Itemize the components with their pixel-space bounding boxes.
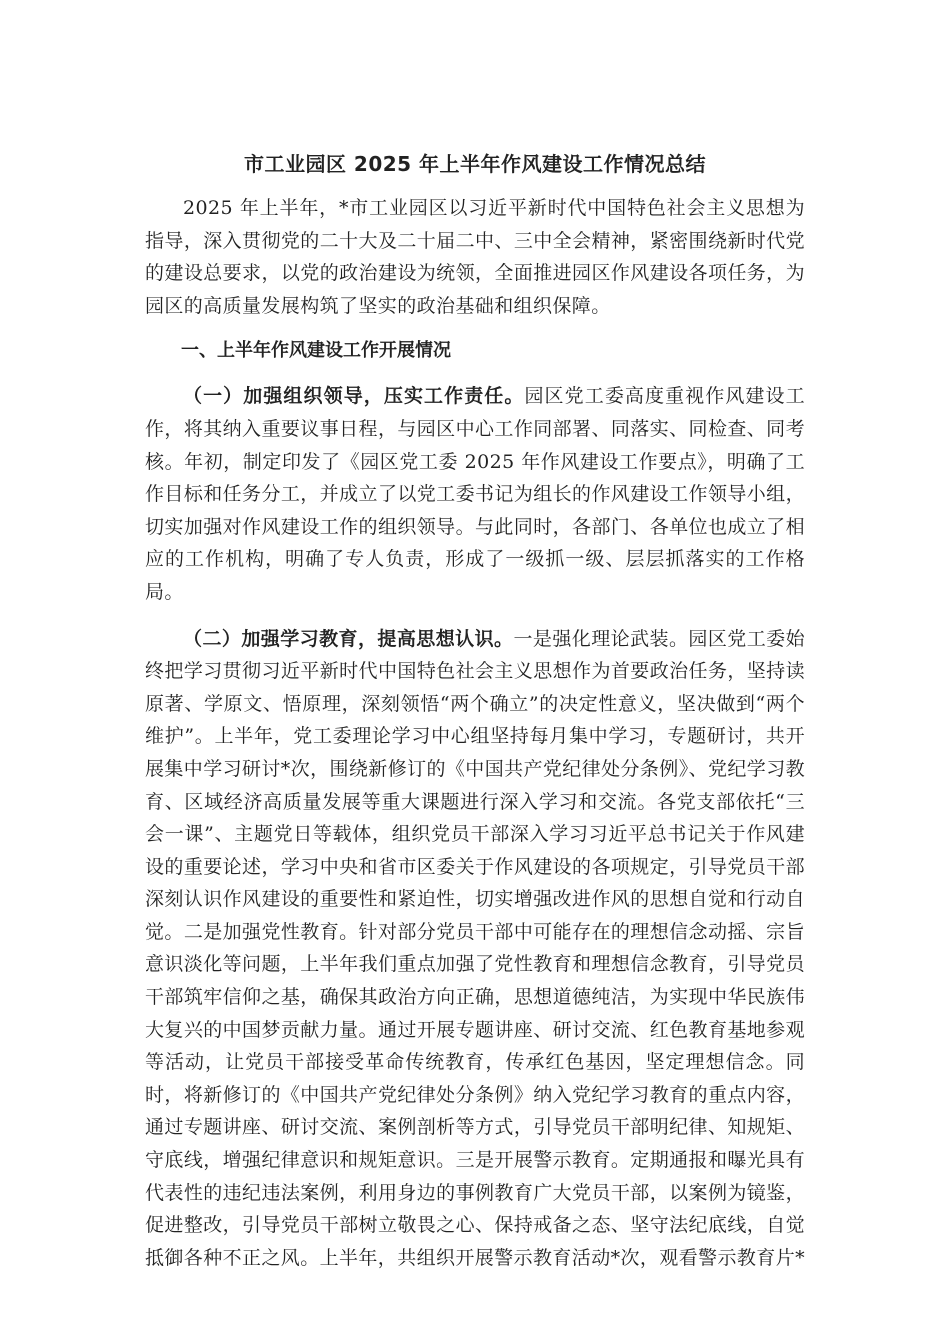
intro-paragraph: 2025 年上半年，*市工业园区以习近平新时代中国特色社会主义思想为指导，深入贯彻党的二十大及二十届二中、三中全会精神，紧密围绕新时代党的建设总要求，以党的政治建设为统领，全面推进园区作风建设各项任务，为园区的高质量发展构筑了坚实的政治基础和组织保障。 bbox=[145, 197, 805, 317]
document-title: 市工业园区 2025 年上半年作风建设工作情况总结 bbox=[243, 152, 707, 176]
item-1-body: 园区党工委高度重视作风建设工作，将其纳入重要议事日程，与园区中心工作同部署、同落实、同检查、同考核。年初，制定印发了《园区党工委 2025 年作风建设工作要点》，明确了工作目标和任务分工，并成立了以党工委书记为组长的作风建设工作领导小组，切实加强对作风建设工作的组织领导。与此同时，各部门、各单位也成立了相应的工作机构，明确了专人负责，形成了一级抓一级、层层抓落实的工作格局。 bbox=[145, 385, 805, 603]
item-2-lead: （二）加强学习教育，提高思想认识。 bbox=[183, 627, 514, 650]
item-2-body: 一是强化理论武装。园区党工委始终把学习贯彻习近平新时代中国特色社会主义思想作为首要政治任务，坚持读原著、学原文、悟原理，深刻领悟“两个确立”的决定性意义，坚决做到“两个维护”。上半年，党工委理论学习中心组坚持每月集中学习，专题研讨，共开展集中学习研讨*次，围绕新修订的《中国共产党纪律处分条例》、党纪学习教育、区域经济高质量发展等重大课题进行深入学习和交流。各党支部依托“三会一课”、主题党日等载体，组织党员干部深入学习习近平总书记关于作风建设的重要论述，学习中央和省市区委关于作风建设的各项规定，引导党员干部深刻认识作风建设的重要性和紧迫性，切实增强改进作风的思想自觉和行动自觉。二是加强党性教育。针对部分党员干部中可能存在的理想信念动摇、宗旨意识淡化等问题，上半年我们重点加强了党性教育和理想信念教育，引导党员干部筑牢信仰之基，确保其政治方向正确，思想道德纯洁，为实现中华民族伟大复兴的中国梦贡献力量。通过开展专题讲座、研讨交流、红色教育基地参观等活动，让党员干部接受革命传统教育，传承红色基因，坚定理想信念。同时，将新修订的《中国共产党纪律处分条例》纳入党纪学习教育的重点内容，通过专题讲座、研讨交流、案例剖析等方式，引导党员干部明纪律、知规矩、守底线，增强纪律意识和规矩意识。三是开展警示教育。定期通报和曝光具有代表性的违纪违法案例，利用身边的事例教育广大党员干部，以案例为镜鉴，促进整改，引导党员干部树立敬畏之心、保持戒备之态、坚守法纪底线，自觉抵御各种不正之风。上半年，共组织开展警示教育活动*次，观看警示教育片* bbox=[145, 627, 806, 1269]
item-1-lead: （一）加强组织领导，压实工作责任。 bbox=[183, 385, 525, 408]
document-body bbox=[145, 148, 805, 1288]
section-heading: 一、上半年作风建设工作开展情况 bbox=[181, 340, 451, 362]
section-item-2 bbox=[145, 623, 805, 1275]
section-item-1 bbox=[145, 380, 805, 608]
